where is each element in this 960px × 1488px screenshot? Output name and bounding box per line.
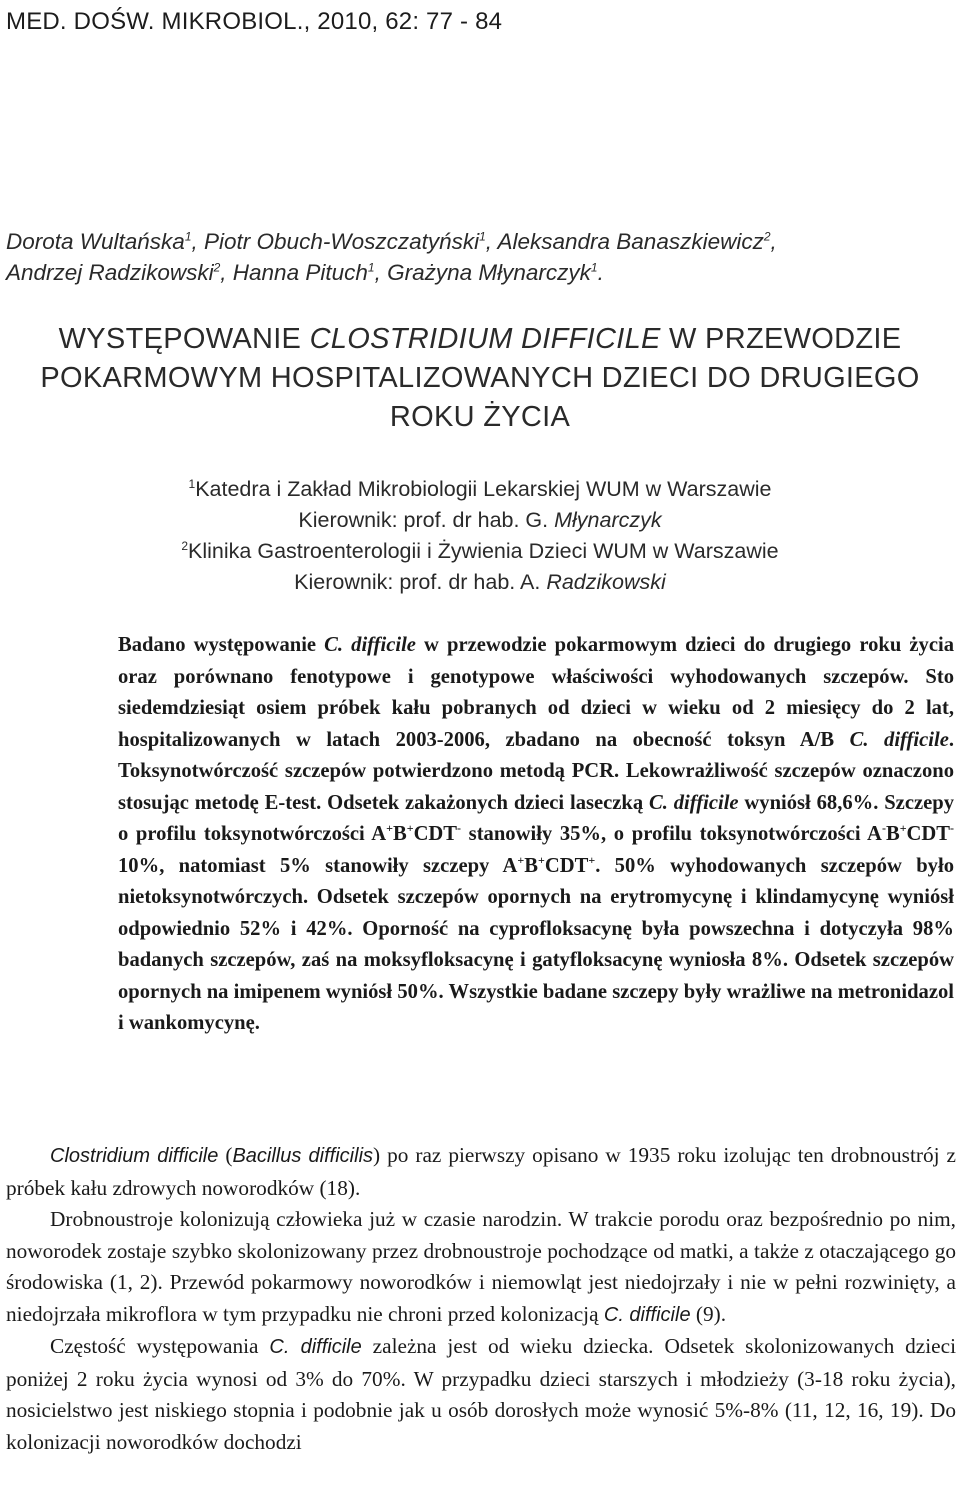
body-text [6, 1140, 956, 1458]
body-text-run: ) po raz pierwszy opisano w 1935 roku izolując ten drobnoustrój z próbek kału zdrowych noworodków (18). [6, 1143, 956, 1200]
author-affiliation-mark: 1 [590, 260, 598, 275]
affiliation-department: Katedra i Zakład Mikrobiologii Lekarskiej WUM w Warszawie [195, 477, 772, 501]
title-text: WYSTĘPOWANIE [58, 323, 310, 355]
article-title [0, 320, 960, 437]
author-affiliation-mark: 1 [367, 260, 375, 275]
body-species: C. difficile [269, 1336, 362, 1358]
author-affiliation-mark: 2 [763, 229, 771, 244]
abstract-text: B [885, 823, 900, 845]
toxin-sign: + [588, 852, 596, 867]
title-text: W PRZEWODZIE [660, 323, 902, 355]
abstract-text: . 50% wyhodowanych szczepów było nietoksynotwórczych. Odsetek szczepów opornych na erytromycynę i klindamycynę wyniósł odpowiednio 52% i 42%. Oporność na cyprofloksacynę była powszechna i dotyczyła 98% badanych szczepów, zaś na moksyfloksacynę i gatyfloksacynę wyniosła 8%. Odsetek szczepów opornych na imipenem wyniósł 50%. Wszystkie badane szczepy były wrażliwe na metronidazol i wankomycynę. [118, 854, 954, 1034]
body-text-run: zależna jest od wieku dziecka. Odsetek skolonizowanych dzieci poniżej 2 roku życia wynosi od 3% do 70%. W przypadku dzieci starszych i młodzieży (3-18 roku życia), nosicielstwo jest niskiego stopnia i podobnie jak u osób dorosłych może wynosić 5%-8% (11, 12, 16, 19). Do kolonizacji noworodków dochodzi [6, 1334, 956, 1454]
author-affiliation-mark: 1 [479, 229, 486, 244]
author-name: Aleksandra Banaszkiewicz [497, 229, 764, 254]
title-species: CLOSTRIDIUM DIFFICILE [309, 323, 661, 355]
abstract-species: C. difficile [324, 634, 416, 656]
author-name: Dorota Wultańska [6, 229, 185, 254]
affiliation-head: Kierownik: prof. dr hab. G. [298, 508, 555, 532]
body-paragraph [6, 1204, 956, 1331]
author-list: Dorota Wultańska$^1$, Piotr Obuch-Woszczatyński$^1$, Aleksandra Banaszkiewicz$^2$, Andrzej Radzikowski$^2$, Hanna Pituch$^1$, Grażyna Młynarczyk$^1$. [6, 229, 777, 285]
abstract-text: B [392, 823, 407, 845]
toxin-sign: + [406, 821, 414, 836]
body-species: C. difficile [603, 1303, 691, 1326]
toxin-sign: + [386, 821, 393, 836]
toxin-sign: - [950, 821, 955, 836]
affiliation-head-name: Radzikowski [546, 570, 666, 594]
author-name: Piotr Obuch-Woszczatyński [204, 229, 480, 254]
body-species: Bacillus difficilis [232, 1145, 374, 1167]
affiliation-mark: 2 [181, 538, 189, 553]
author-name: Andrzej Radzikowski [6, 260, 214, 285]
affiliations [0, 474, 960, 598]
affiliation-head: Kierownik: prof. dr hab. A. [294, 570, 547, 594]
journal-header: MED. DOŚW. MIKROBIOL., 2010, 62: 77 - 84 [6, 8, 503, 35]
affiliation-department: Klinika Gastroenterologii i Żywienia Dzieci WUM w Warszawie [188, 539, 779, 563]
abstract-species: C. difficile [649, 791, 739, 814]
toxin-sign: + [517, 852, 525, 867]
abstract-text: CDT [544, 854, 589, 877]
abstract-text: Badano występowanie [118, 634, 325, 656]
abstract-text: w przewodzie pokarmowym dzieci do drugiego roku życia oraz porównano fenotypowe i genotypowe właściwości wyhodowanych szczepów. Sto siedemdziesiąt osiem próbek kału pobranych od dzieci w wieku od 2 miesięcy do 2 lat, hospitalizowanych w latach 2003-2006, zbadano na obecność toksyn A/B [118, 634, 954, 751]
toxin-sign: + [538, 852, 545, 867]
abstract-text: CDT [906, 823, 951, 845]
abstract-text: stanowiły 35%, o profilu toksynotwórczości A [461, 823, 882, 845]
author-affiliation-mark: 1 [184, 229, 192, 244]
abstract [118, 630, 954, 1040]
abstract-text: B [524, 854, 539, 877]
body-paragraph [6, 1140, 956, 1204]
author-name: Hanna Pituch [232, 260, 368, 285]
abstract-text: 10%, natomiast 5% stanowiły szczepy A [118, 854, 518, 877]
body-text-run: (9). [690, 1301, 727, 1326]
toxin-sign: - [881, 821, 886, 836]
title-text: ROKU ŻYCIA [389, 401, 571, 433]
abstract-species: C. difficile [849, 728, 949, 751]
body-species: Clostridium difficile [50, 1145, 219, 1167]
body-paragraph [6, 1331, 956, 1458]
author-name: Grażyna Młynarczyk [387, 260, 591, 285]
abstract-text: . Toksynotwórczość szczepów potwierdzono metodą PCR. Lekowrażliwość szczepów oznaczono stosując metodę E-test. Odsetek zakażonych dzieci laseczką [118, 728, 954, 814]
affiliation-mark: 1 [188, 476, 196, 491]
body-text-run: ( [218, 1143, 233, 1167]
toxin-sign: + [899, 821, 907, 836]
title-text: POKARMOWYM HOSPITALIZOWANYCH DZIECI DO DRUGIEGO [40, 362, 920, 394]
affiliation-head-name: Młynarczyk [554, 508, 662, 532]
abstract-text: CDT [413, 823, 458, 845]
abstract-text: wyniósł 68,6%. Szczepy o profilu toksynotwórczości A [118, 791, 954, 845]
toxin-sign: - [457, 821, 462, 836]
author-affiliation-mark: 2 [213, 260, 221, 275]
body-text-run: Drobnoustroje kolonizują człowieka już w czasie narodzin. W trakcie porodu oraz bezpośrednio po nim, noworodek zostaje szybko skolonizowany przez drobnoustroje pochodzące od matki, a także z otaczającego go środowiska (1, 2). Przewód pokarmowy noworodków i niemowląt jest niedojrzały i nie w pełni rozwinięty, a niedojrzała mikroflora w tym przypadku nie chroni przed kolonizacją [6, 1207, 956, 1326]
body-text-run: Częstość występowania [50, 1334, 270, 1358]
